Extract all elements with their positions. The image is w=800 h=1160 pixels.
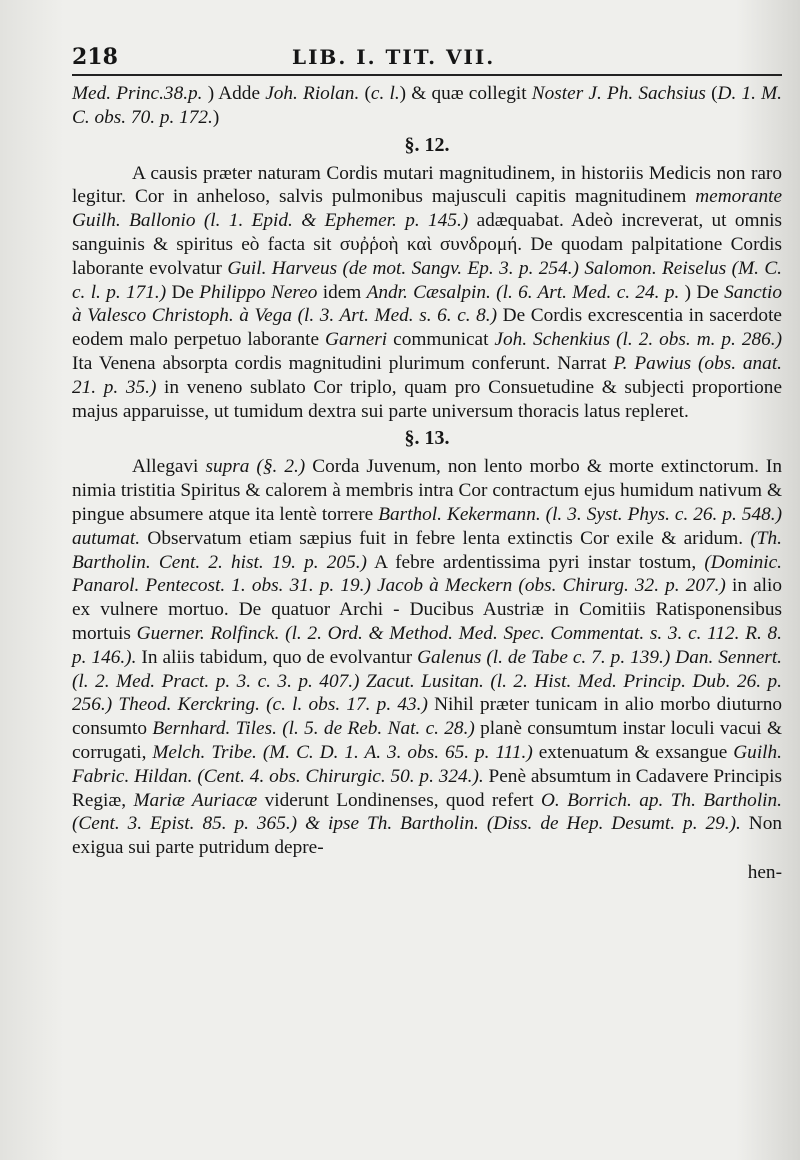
italic-citation: Galenus (l. de Tabe c. 7. p. 139.) Dan. Sennert. (l. 2. Med. Pract. p. 3. c. 3. p. 407.) Zacut. Lusitan. (l. 2. Hist. Med. Princip. Dub. 26. p. 256.) Theod. Kerckring. (c. l. obs. 17. p. 43.) [72,646,782,716]
page-number: 218 [72,44,118,70]
text-run: ) [212,106,220,128]
italic-citation: O. Borrich. ap. Th. Bartholin. (Cent. 3. Epist. 85. p. 365.) & ipse Th. Bartholin. (Diss. de Hep. Desumt. p. 29.). [72,789,782,835]
italic-citation: Barthol. Kekermann. (l. 3. Syst. Phys. c. 26. p. 548.) autumat. [72,503,782,549]
paragraph-section-13 [72,455,782,860]
italic-citation: Joh. Riolan. [265,83,360,104]
text-run: in alio ex vulnere mortuo. De quatuor Archi - Ducibus Austriæ in Comitiis Ratisponensibus mortuis [72,575,782,644]
italic-citation: Mariæ Auriacæ [133,789,258,811]
text-run: Non exigua sui parte putridum depre- [72,813,782,859]
italic-citation: (Dominic. Panarol. Pentecost. 1. obs. 31. p. 19.) Jacob à Meckern (obs. Chirurg. 32. p. 207.) [72,551,782,597]
text-run: planè consumtum instar loculi vacui & corrugati, [72,718,782,763]
text-run: ) Adde [202,83,266,104]
italic-citation: Melch. Tribe. (M. C. D. 1. A. 3. obs. 65. p. 111.) [152,741,533,763]
text-run: ( [359,83,371,104]
italic-citation: Guerner. Rolfinck. (l. 2. Ord. & Method. Med. Spec. Commentat. s. 3. c. 112. R. 8. p. 146.). [72,622,782,668]
text-run: extenuatum & exsangue [532,741,734,763]
text-run: Allegavi [132,456,206,478]
italic-citation: Philippo Nereo [199,281,318,303]
italic-citation: P. Pawius (obs. anat. 21. p. 35.) [72,352,783,398]
text-run: Penè absumtum in Cadavere Principis Regiæ, [72,765,782,811]
text-run: A febre ardentissima pyri instar tostum, [366,551,705,573]
italic-citation: Med. Princ.38.p. [72,83,203,104]
text-run: communicat [387,329,495,351]
text-run: idem [317,281,367,303]
italic-citation: (Th. Bartholin. Cent. 2. hist. 19. p. 205.) [72,527,782,573]
running-head [72,44,782,76]
text-run: ( [705,83,718,104]
running-title: LIB. I. TIT. VII. [292,45,496,69]
paragraph-continued [72,82,782,130]
italic-citation: Bernhard. Tiles. (l. 5. de Reb. Nat. c. 28.) [152,718,475,740]
italic-citation: c. l. [370,83,400,104]
italic-citation: Guilh. Fabric. Hildan. (Cent. 4. obs. Chirurgic. 50. p. 324.). [72,741,782,787]
italic-citation: memorante Guilh. Ballonio (l. 1. Epid. & Ephemer. p. 145.) [72,186,782,232]
catchword: hen- [747,861,782,883]
text-run: ) & quæ collegit [399,83,532,104]
text-run: adæquabat. Adeò increverat, ut omnis sanguinis & spiritus eò facta sit συῤῥοὴ καὶ συνδρομή. De quodam palpitatione Cordis laborante evolvatur [72,210,782,279]
italic-citation: Andr. Cæsalpin. (l. 6. Art. Med. c. 24. p. [366,281,680,303]
text-run: ) De [679,281,725,303]
italic-citation: Guil. Harveus (de mot. Sangv. Ep. 3. p. 254.) Salomon. Reiselus (M. C. c. l. p. 171.) [72,257,783,303]
text-run: viderunt Londinenses, quod refert [257,789,541,811]
italic-citation: D. 1. M. C. obs. 70. p. 172. [72,83,782,128]
text-run: in veneno sublato Cor triplo, quam pro Consuetudine & subjecti proportione majus apparuisse, ut tumidum dextra sui parte universum thoracis latus repleret. [72,376,782,422]
text-run: Nihil præter tunicam in alio morbo diuturno consumto [72,694,782,740]
text-run: In aliis tabidum, quo de evolvantur [136,646,418,668]
text-run: De Cordis excrescentia in sacerdote eodem malo perpetuo laborante [72,305,782,351]
italic-citation: Noster J. Ph. Sachsius [531,83,706,104]
text-run: Observatum etiam sæpius fuit in febre lenta extinctis Cor exile & aridum. [140,527,751,549]
italic-citation: supra (§. 2.) [205,456,306,478]
section-heading-13: §. 13. [404,427,450,450]
italic-citation: Sanctio à Valesco Christoph. à Vega (l. 3. Art. Med. s. 6. c. 8.) [72,281,782,327]
text-run: A causis præter naturam Cordis mutari magnitudinem, in historiis Medicis non raro legitur. Cor in anheloso, salvis pulmonibus majusculi capitis magnitudinem [72,162,782,208]
italic-citation: Garneri [325,329,388,351]
italic-citation: Joh. Schenkius (l. 2. obs. m. p. 286.) [494,329,783,351]
text-run: Ita Venena absorpta cordis magnitudini plurimum conferunt. Narrat [72,352,614,374]
section-heading-12: §. 12. [404,133,450,156]
text-run: De [166,281,200,303]
paragraph-section-12 [72,162,782,424]
text-run: Corda Juvenum, non lento morbo & morte extinctorum. In nimia tristitia Spiritus & calorem à membris intra Cor contractum ejus humidum nativum & pingue absumere atque ita lentè torrere [72,456,782,525]
